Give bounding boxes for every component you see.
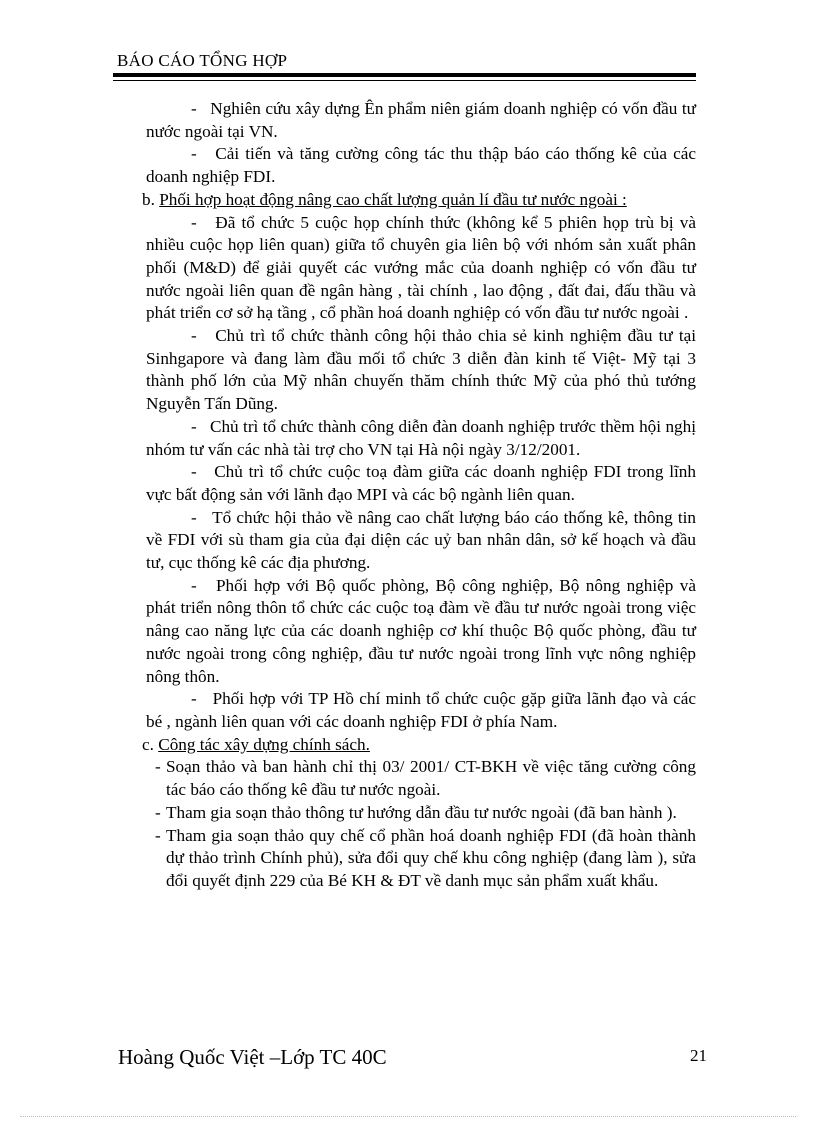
- footer-author: Hoàng Quốc Việt –Lớp TC 40C: [118, 1045, 387, 1069]
- bullet-text: Cải tiến và tăng cường công tác thu thập báo cáo thống kê của các doanh nghiệp FDI.: [146, 144, 696, 187]
- bullet-text: Phối hợp với Bộ quốc phòng, Bộ công nghiệp, Bộ nông nghiệp và phát triển nông thôn tổ chức các cuộc toạ đàm về đầu tư nước ngoài trong việc nâng cao năng lực của các doanh nghiệp cơ khí thuộc Bộ quốc phòng, đầu tư nước ngoài trong công nghiệp, đầu tư nước ngoài trong lĩnh vực nông nghiệp nông thôn.: [146, 575, 697, 686]
- bullet-marker: -: [155, 802, 161, 822]
- section-b-heading: [142, 189, 696, 212]
- policy-item-text: Tham gia soạn thảo quy chế cổ phần hoá doanh nghiệp FDI (đã hoàn thành dự thảo trình Chính phủ), sửa đổi quy chế khu công nghiệp (đang làm ), sửa đổi quyết định 229 của Bé KH & ĐT về danh mục sản phẩm xuất khẩu.: [166, 825, 696, 890]
- policy-item: [146, 802, 696, 825]
- bullet-paragraph: [146, 325, 696, 416]
- bullet-text: Đã tổ chức 5 cuộc họp chính thức (không kể 5 phiên họp trù bị và nhiều cuộc họp liên quan) giữa tổ chuyên gia liên bộ với nhóm sản xuất phân phối (M&D) để giải quyết các vướng mắc của doanh nghiệp có vốn đầu tư nước ngoài liên quan đề ngân hàng , tài chính , lao động , đất đai, đấu thầu và phát triển cơ sở hạ tầng , cổ phần hoá doanh nghiệp có vốn đầu tư nước ngoài .: [146, 212, 697, 323]
- bottom-dotted-border: [20, 1116, 796, 1117]
- bullet-marker: -: [191, 144, 197, 164]
- document-body: [142, 98, 697, 893]
- bullet-marker: -: [155, 825, 161, 845]
- bullet-text: Chủ trì tổ chức thành công diễn đàn doanh nghiệp trước thềm hội nghị nhóm tư vấn các nhà tài trợ cho VN tại Hà nội ngày 3/12/2001.: [146, 416, 697, 459]
- bullet-paragraph: [146, 143, 696, 188]
- section-c-title: Công tác xây dựng chính sách.: [158, 734, 370, 754]
- report-header-title: BÁO CÁO TỔNG HỢP: [117, 51, 288, 70]
- header-rule-thick: [113, 73, 696, 77]
- page-number: 21: [690, 1046, 707, 1065]
- bullet-paragraph: [146, 416, 696, 461]
- bullet-text: Chủ trì tổ chức thành công hội thảo chia sẻ kinh nghiệm đầu tư tại Sinhgapore và đang làm đầu mối tổ chức 3 diễn đàn kinh tế Việt- Mỹ tại 3 thành phố lớn của Mỹ nhân chuyến thăm chính thức Mỹ của phó thủ tướng Nguyễn Tấn Dũng.: [146, 326, 696, 414]
- policy-item-text: Tham gia soạn thảo thông tư hướng dẫn đầu tư nước ngoài (đã ban hành ).: [166, 802, 677, 822]
- bullet-paragraph: [146, 212, 696, 326]
- bullet-marker: -: [155, 757, 161, 777]
- bullet-paragraph: [146, 461, 696, 506]
- bullet-marker: -: [191, 416, 197, 436]
- bullet-marker: -: [191, 212, 197, 232]
- bullet-marker: -: [191, 326, 197, 346]
- policy-item: [146, 825, 696, 893]
- section-c-heading: [142, 734, 696, 757]
- bullet-marker: -: [191, 689, 197, 709]
- policy-item: [146, 756, 696, 801]
- bullet-paragraph: [146, 575, 696, 689]
- section-c-prefix: c.: [142, 734, 154, 754]
- bullet-paragraph: [146, 98, 696, 143]
- bullet-marker: -: [191, 462, 197, 482]
- bullet-paragraph: [146, 688, 696, 733]
- bullet-text: Nghiên cứu xây dựng Ên phẩm niên giám doanh nghiệp có vốn đầu tư nước ngoài tại VN.: [146, 99, 697, 141]
- bullet-text: Tổ chức hội thảo về nâng cao chất lượng báo cáo thống kê, thông tin về FDI với sù tham gia của đại diện các uỷ ban nhân dân, sở kế hoạch và đầu tư, cục thống kê các địa phương.: [146, 507, 697, 573]
- bullet-marker: -: [191, 99, 197, 118]
- bullet-text: Phối hợp với TP Hồ chí minh tổ chức cuộc gặp giữa lãnh đạo và các bé , ngành liên quan với các doanh nghiệp FDI ở phía Nam.: [146, 689, 697, 731]
- bullet-text: Chủ trì tổ chức cuộc toạ đàm giữa các doanh nghiệp FDI trong lĩnh vực bất động sản với lãnh đạo MPI và các bộ ngành liên quan.: [146, 462, 696, 504]
- bullet-marker: -: [191, 507, 197, 527]
- policy-item-text: Soạn thảo và ban hành chỉ thị 03/ 2001/ CT-BKH về việc tăng cường công tác báo cáo thống kê đầu tư nước ngoài.: [166, 757, 696, 800]
- section-b-prefix: b.: [142, 189, 155, 209]
- bullet-paragraph: [146, 507, 696, 575]
- header-rule-thin: [113, 80, 696, 81]
- section-b-title: Phối hợp hoạt động nâng cao chất lượng quản lí đầu tư nước ngoài :: [159, 189, 627, 209]
- bullet-marker: -: [191, 575, 197, 595]
